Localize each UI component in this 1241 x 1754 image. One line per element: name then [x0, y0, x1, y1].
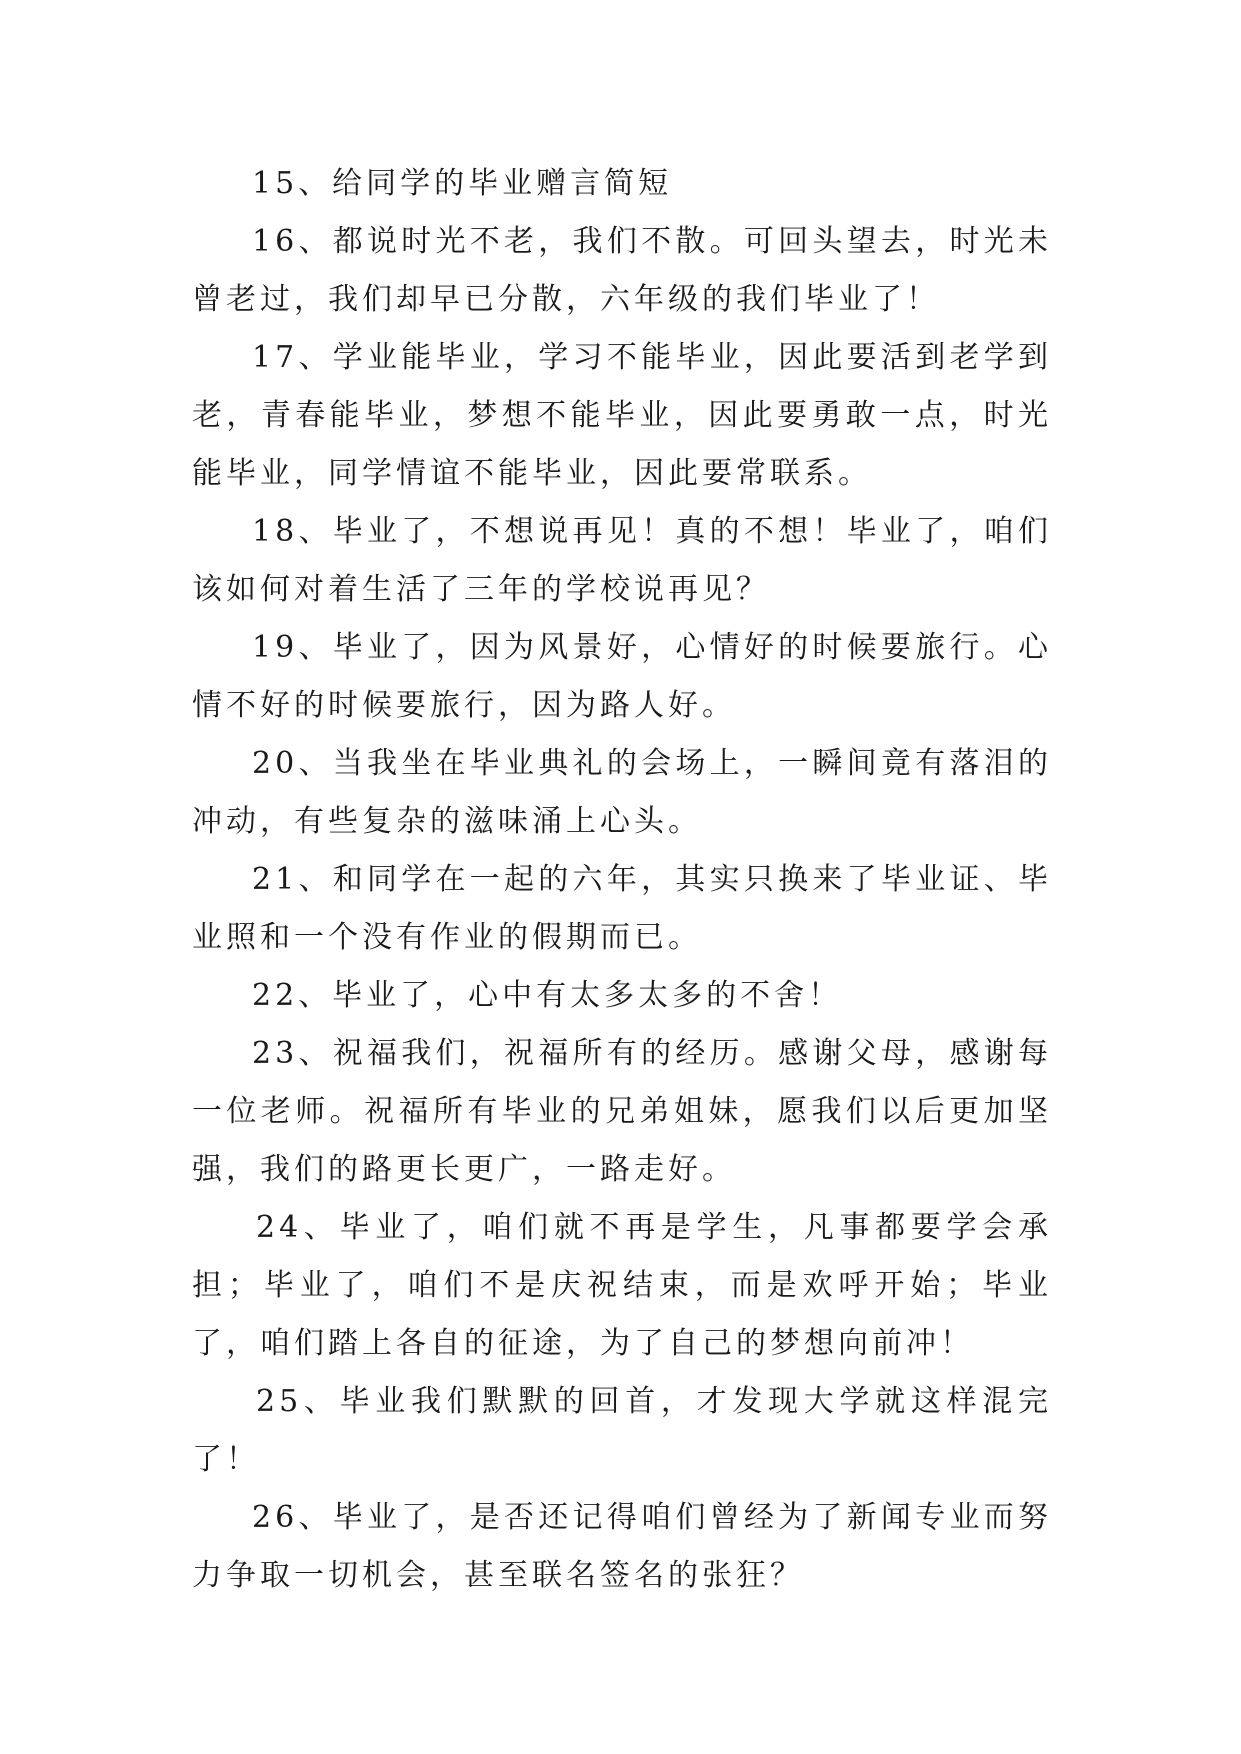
paragraph-16: 16、都说时光不老，我们不散。可回头望去，时光未曾老过，我们却早已分散，六年级的我们毕业了！: [192, 224, 1052, 317]
paragraph-25: 25、毕业我们默默的回首，才发现大学就这样混完了！: [192, 1384, 1052, 1477]
paragraph-22: 22、毕业了，心中有太多太多的不舍！: [252, 978, 843, 1013]
paragraph-24: 24、毕业了，咱们就不再是学生，凡事都要学会承担；毕业了，咱们不是庆祝结束，而是欢呼开始；毕业了，咱们踏上各自的征途，为了自己的梦想向前冲！: [192, 1210, 1052, 1361]
paragraph-19: 19、毕业了，因为风景好，心情好的时候要旅行。心情不好的时候要旅行，因为路人好。: [192, 630, 1052, 723]
paragraph-18: 18、毕业了，不想说再见！真的不想！毕业了，咱们该如何对着生活了三年的学校说再见？: [192, 514, 1052, 607]
paragraph-17: 17、学业能毕业，学习不能毕业，因此要活到老学到老，青春能毕业，梦想不能毕业，因此要勇敢一点，时光能毕业，同学情谊不能毕业，因此要常联系。: [192, 340, 1052, 491]
document-body: [192, 155, 1052, 1605]
paragraph-15: 15、给同学的毕业赠言简短: [252, 166, 673, 201]
paragraph-20: 20、当我坐在毕业典礼的会场上，一瞬间竟有落泪的冲动，有些复杂的滋味涌上心头。: [192, 746, 1052, 839]
paragraph-26: 26、毕业了，是否还记得咱们曾经为了新闻专业而努力争取一切机会，甚至联名签名的张狂？: [192, 1500, 1052, 1593]
paragraph-21: 21、和同学在一起的六年，其实只换来了毕业证、毕业照和一个没有作业的假期而已。: [192, 862, 1052, 955]
paragraph-23: 23、祝福我们，祝福所有的经历。感谢父母，感谢每一位老师。祝福所有毕业的兄弟姐妹，愿我们以后更加坚强，我们的路更长更广，一路走好。: [192, 1036, 1052, 1187]
